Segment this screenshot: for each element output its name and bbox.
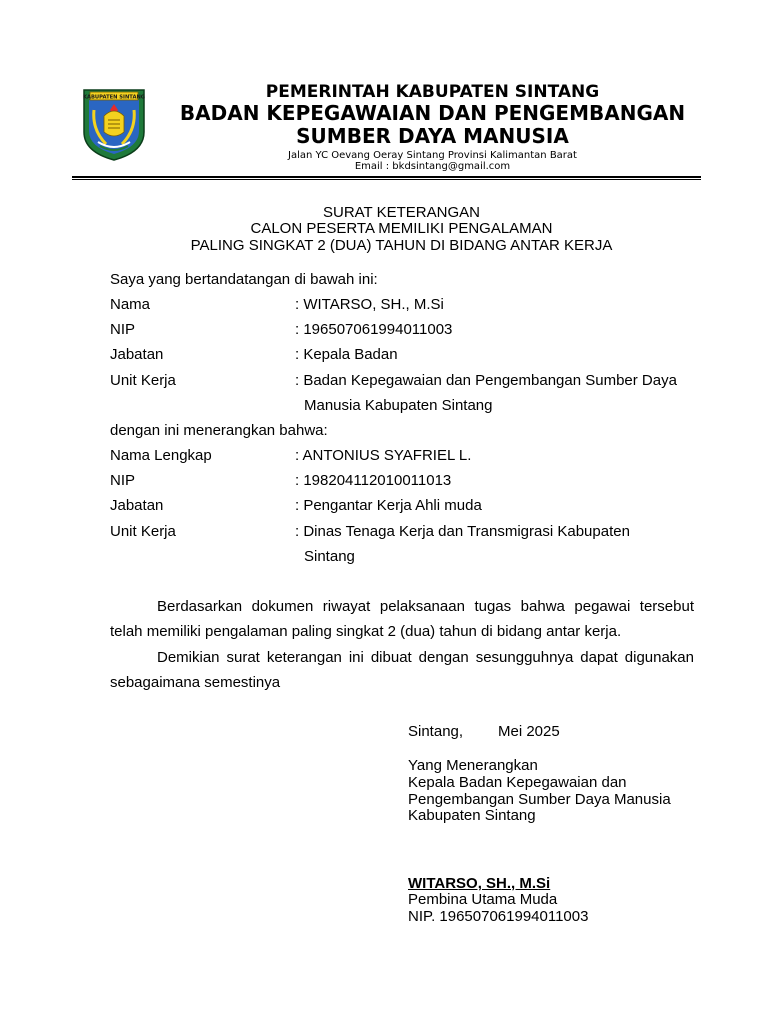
intro-text: Saya yang bertandatangan di bawah ini: [110, 271, 378, 288]
signer-position-value: : Kepala Badan [295, 346, 398, 363]
paragraph-1-line-1: Berdasarkan dokumen riwayat pelaksanaan tugas bahwa pegawai tersebut [157, 598, 694, 615]
signature-role-1: Yang Menerangkan [408, 757, 538, 774]
letter-subtitle-1: CALON PESERTA MEMILIKI PENGALAMAN [250, 220, 553, 237]
signature-role-4: Kabupaten Sintang [408, 807, 536, 824]
letter-title: SURAT KETERANGAN [323, 204, 480, 221]
letterhead-address: Jalan YC Oevang Oeray Sintang Provinsi Kalimantan Barat [288, 150, 577, 161]
subject-nip-value: : 198204112010011013 [295, 472, 452, 489]
subject-name-value: : ANTONIUS SYAFRIEL L. [295, 447, 472, 464]
subject-unit-value: : Dinas Tenaga Kerja dan Transmigrasi Kabupaten [295, 523, 630, 540]
signer-unit-label: Unit Kerja [110, 372, 176, 389]
subject-nip-label: NIP [110, 472, 136, 489]
signer-nip-label: NIP [110, 321, 136, 338]
signature-rank: Pembina Utama Muda [408, 891, 558, 908]
paragraph-2-line-2: sebagaimana semestinya [110, 674, 281, 691]
kabupaten-sintang-logo-icon [80, 86, 148, 162]
signer-name-label: Nama [110, 296, 151, 313]
subject-unit-label: Unit Kerja [110, 523, 176, 540]
subject-position-label: Jabatan [110, 497, 164, 514]
signer-nip-value: : 196507061994011003 [295, 321, 453, 338]
signature-nip: NIP. 196507061994011003 [408, 908, 589, 925]
statement-text: dengan ini menerangkan bahwa: [110, 422, 328, 439]
letterhead-divider [72, 176, 701, 178]
signer-name-value: : WITARSO, SH., M.Si [295, 296, 444, 313]
paragraph-1-line-2: telah memiliki pengalaman paling singkat 2 (dua) tahun di bidang antar kerja. [110, 623, 622, 640]
paragraph-2-line-1: Demikian surat keterangan ini dibuat dengan sesungguhnya dapat digunakan [157, 649, 694, 666]
signature-place: Sintang, [408, 723, 464, 740]
letterhead-agency-line1: BADAN KEPEGAWAIAN DAN PENGEMBANGAN [179, 101, 686, 125]
signer-unit-value-cont: Manusia Kabupaten Sintang [304, 397, 493, 414]
letterhead-divider-thin [72, 179, 701, 180]
subject-name-label: Nama Lengkap [110, 447, 212, 464]
svg-text:KABUPATEN SINTANG: KABUPATEN SINTANG [82, 94, 146, 101]
signature-role-2: Kepala Badan Kepegawaian dan [408, 774, 627, 791]
signature-date: Mei 2025 [498, 723, 560, 740]
subject-position-value: : Pengantar Kerja Ahli muda [295, 497, 482, 514]
letterhead-email: Email : bkdsintang@gmail.com [354, 161, 511, 172]
signature-name: WITARSO, SH., M.Si [408, 875, 551, 892]
subject-unit-value-cont: Sintang [304, 548, 355, 565]
letterhead-government: PEMERINTAH KABUPATEN SINTANG [265, 82, 600, 102]
signature-role-3: Pengembangan Sumber Daya Manusia [408, 791, 671, 808]
letterhead-agency-line2: SUMBER DAYA MANUSIA [296, 124, 569, 148]
signer-unit-value: : Badan Kepegawaian dan Pengembangan Sumber Daya [295, 372, 677, 389]
signer-position-label: Jabatan [110, 346, 164, 363]
letter-subtitle-2: PALING SINGKAT 2 (DUA) TAHUN DI BIDANG ANTAR KERJA [190, 237, 613, 254]
